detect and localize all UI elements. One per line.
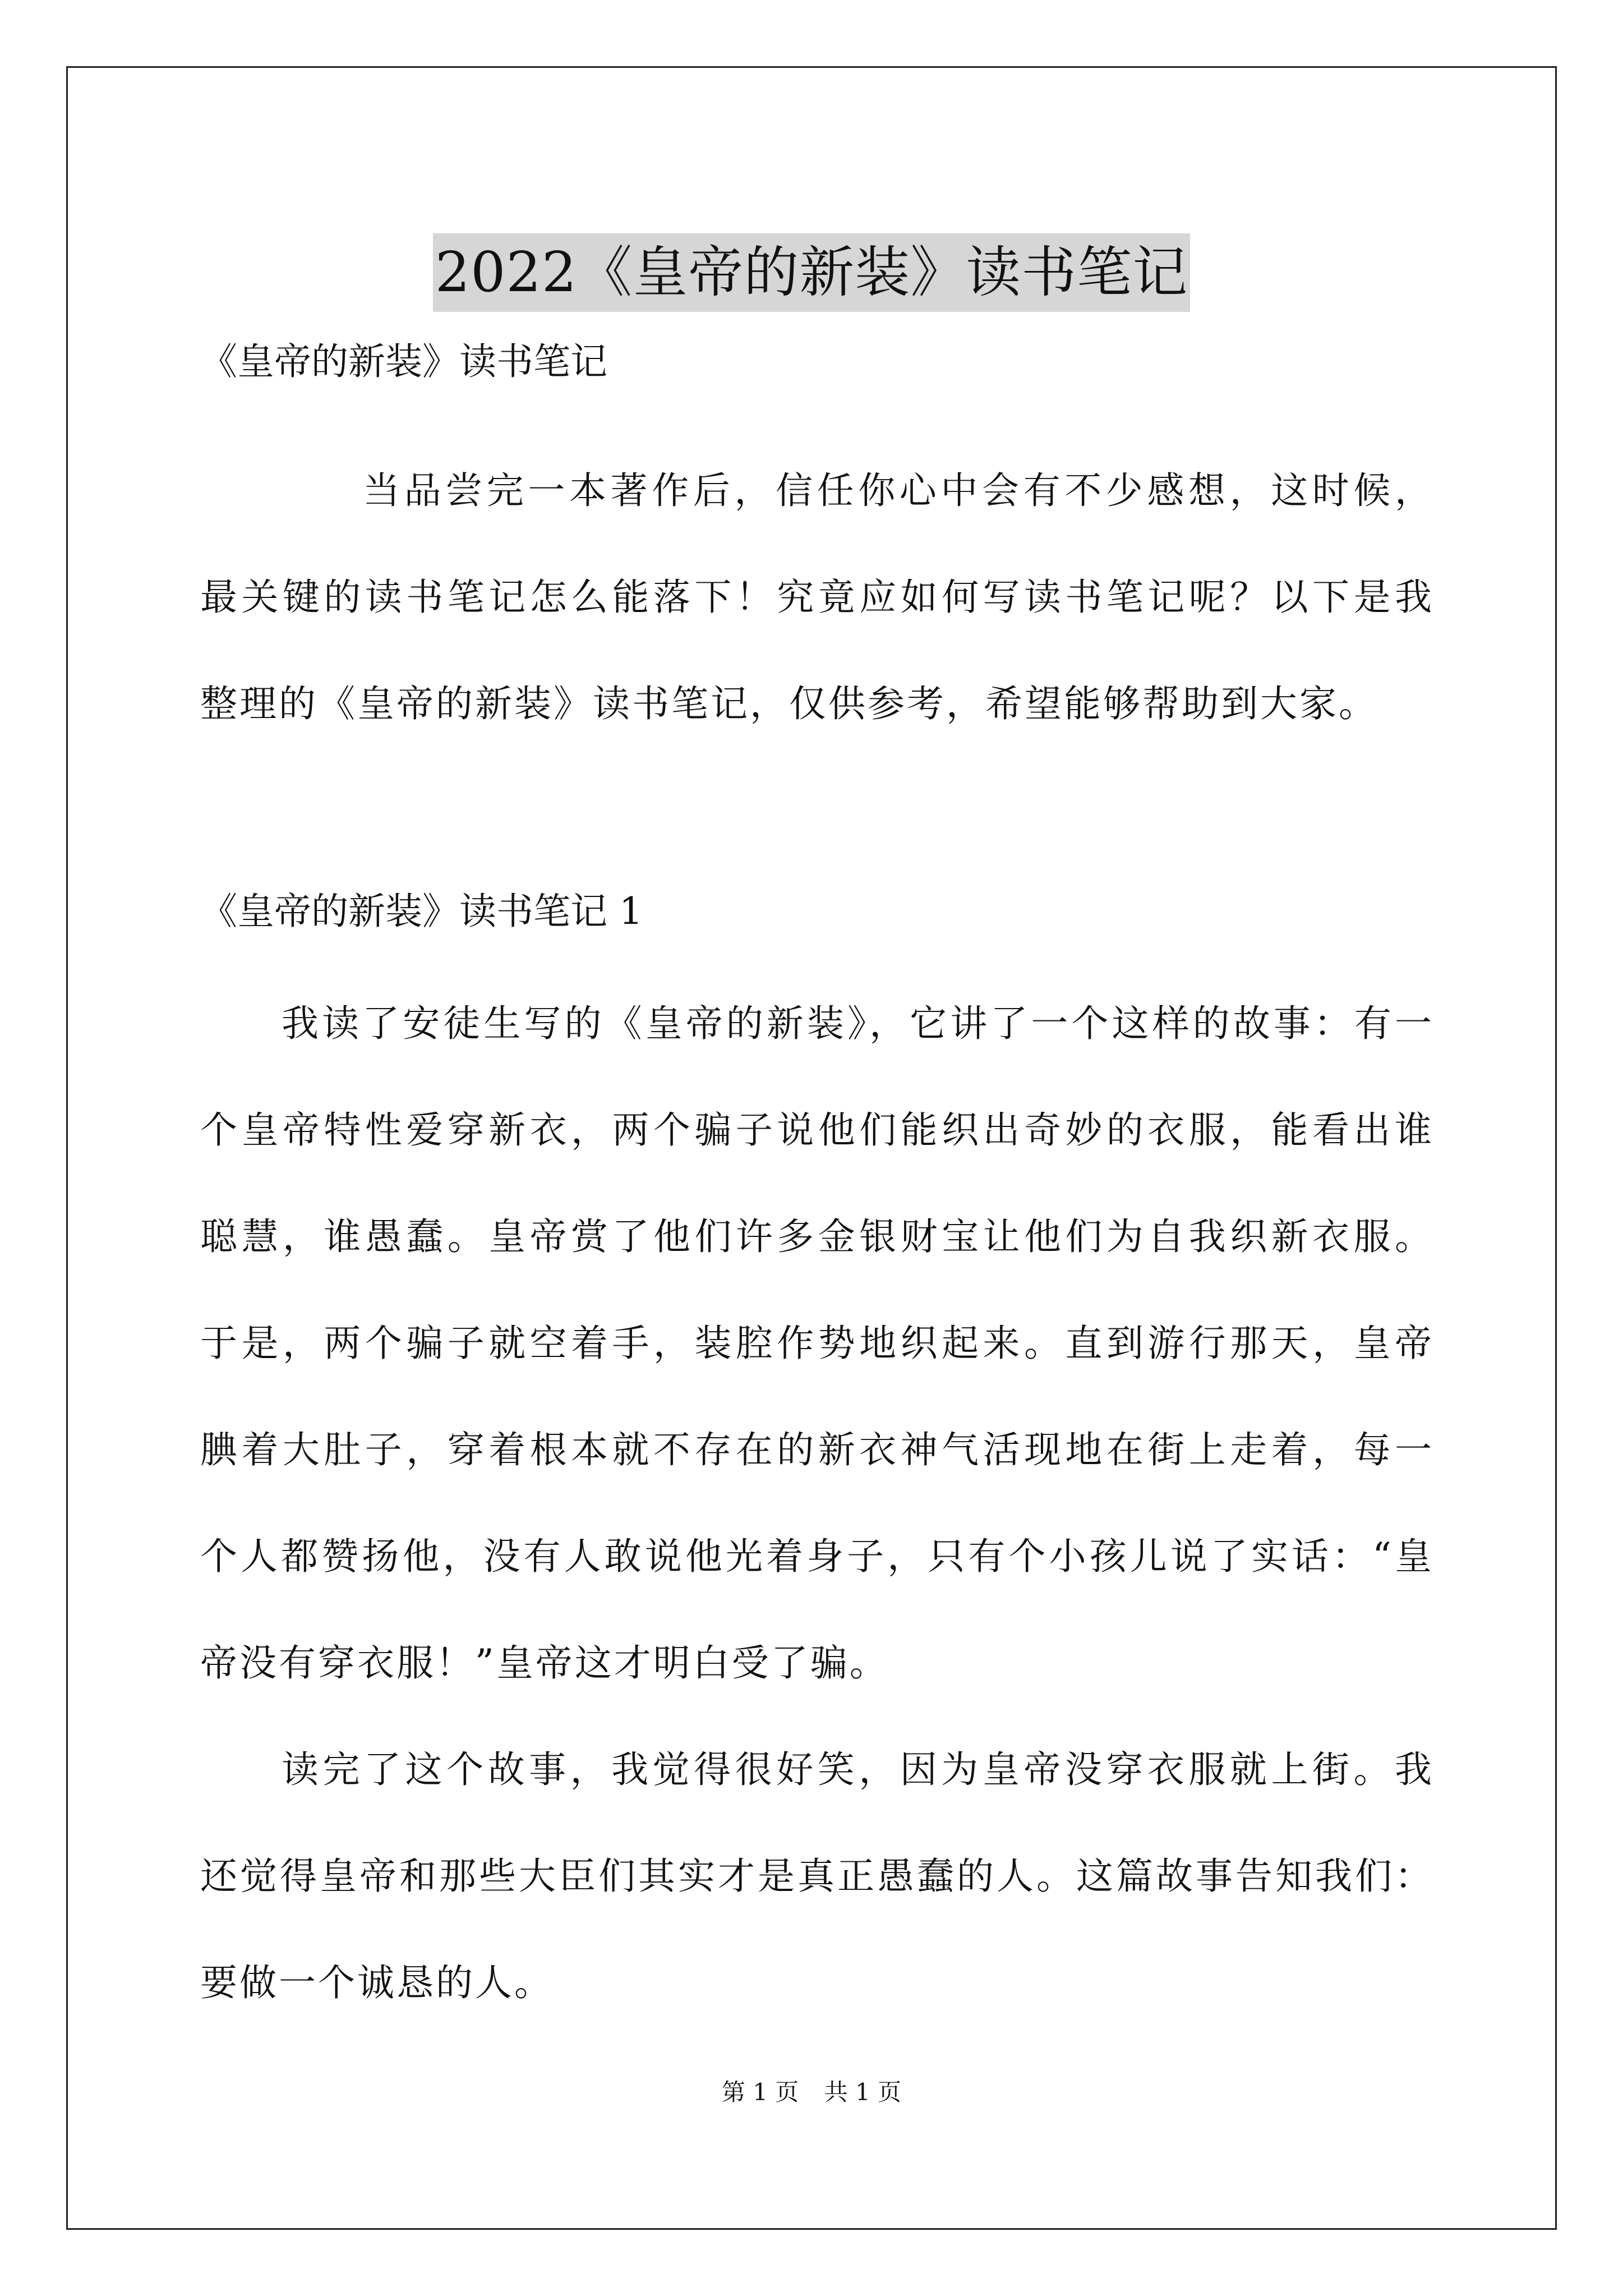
reflection-line: 要做一个诚恳的人。 <box>200 1961 554 2004</box>
story-line: 个人都赞扬他，没有人敢说他光着身子，只有个小孩儿说了实话：“皇 <box>200 1535 1434 1578</box>
page-footer <box>0 2076 1623 2109</box>
reflection-paragraph <box>200 1717 1434 2036</box>
story-line: 帝没有穿衣服！”皇帝这才明白受了骗。 <box>200 1641 889 1685</box>
reflection-line: 读完了这个故事，我觉得很好笑，因为皇帝没穿衣服就上街。我 <box>282 1748 1434 1791</box>
intro-line: 当品尝完一本著作后，信任你心中会有不少感想，这时候， <box>363 469 1434 512</box>
document-title: 2022《皇帝的新装》读书笔记 <box>433 233 1190 312</box>
page-number-current: 第 1 页 <box>721 2078 799 2106</box>
story-line: 个皇帝特性爱穿新衣，两个骗子说他们能织出奇妙的衣服，能看出谁 <box>200 1108 1434 1152</box>
page-number-total: 共 1 页 <box>824 2078 902 2106</box>
intro-line: 整理的《皇帝的新装》读书笔记，仅供参考，希望能够帮助到大家。 <box>200 682 1378 725</box>
title-wrapper <box>0 196 1623 348</box>
story-line: 我读了安徒生写的《皇帝的新装》，它讲了一个这样的故事：有一 <box>282 1002 1434 1045</box>
reflection-line: 还觉得皇帝和那些大臣们其实才是真正愚蠢的人。这篇故事告知我们： <box>200 1855 1434 1898</box>
document-subtitle: 《皇帝的新装》读书笔记 <box>200 340 607 383</box>
story-paragraph <box>200 970 1434 1717</box>
story-line: 腆着大肚子，穿着根本就不存在的新衣神气活现地在街上走着，每一 <box>200 1428 1434 1471</box>
story-line: 于是，两个骗子就空着手，装腔作势地织起来。直到游行那天，皇帝 <box>200 1322 1434 1365</box>
section-heading: 《皇帝的新装》读书笔记 1 <box>200 890 643 933</box>
intro-line: 最关键的读书笔记怎么能落下！究竟应如何写读书笔记呢？以下是我 <box>200 576 1434 619</box>
intro-paragraph <box>200 438 1434 757</box>
story-line: 聪慧，谁愚蠢。皇帝赏了他们许多金银财宝让他们为自我织新衣服。 <box>200 1215 1434 1258</box>
